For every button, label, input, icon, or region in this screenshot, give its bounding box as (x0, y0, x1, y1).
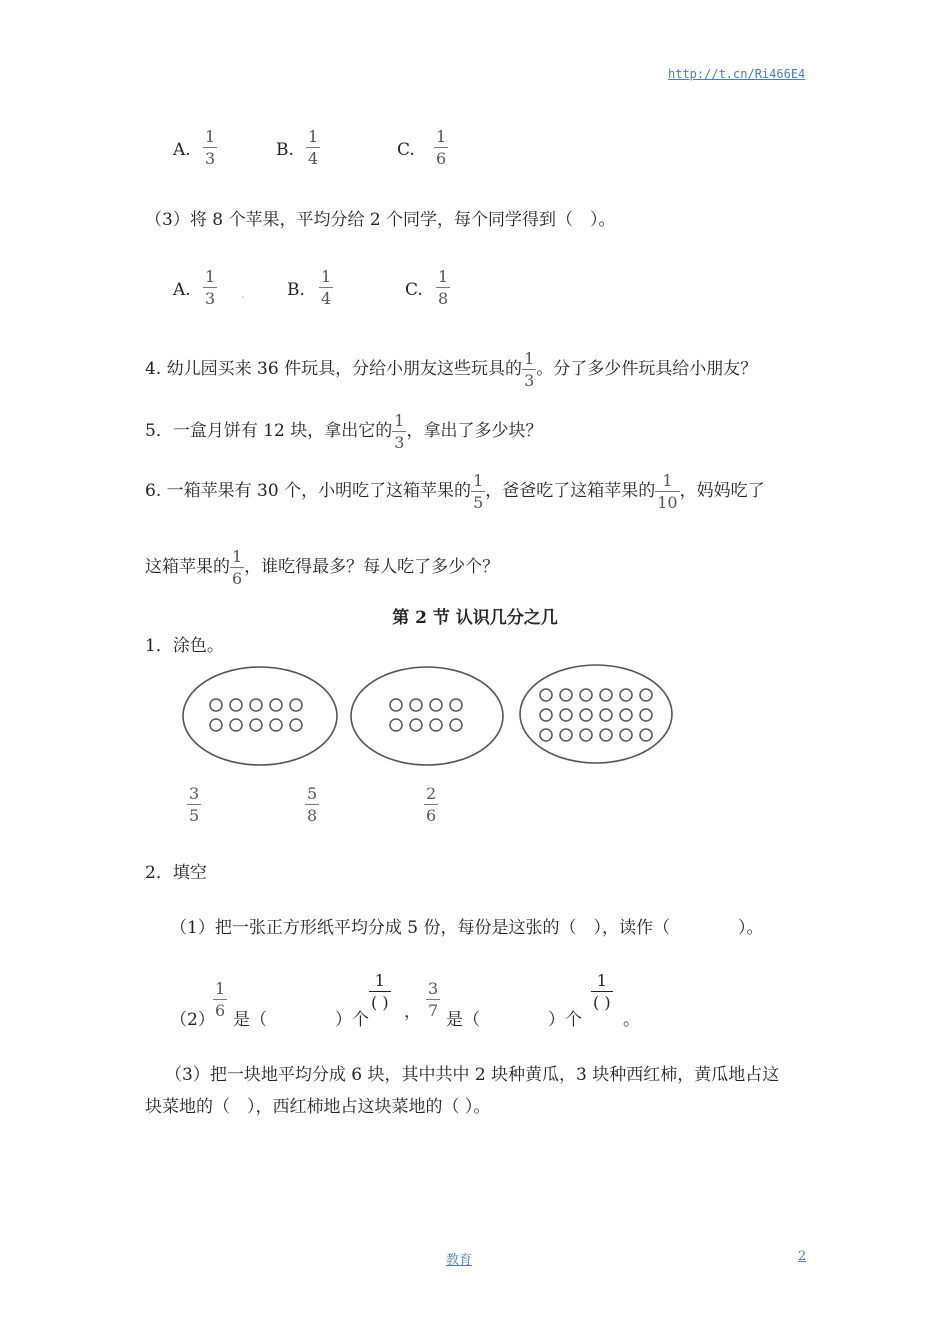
circle (620, 689, 632, 701)
circle (210, 699, 222, 711)
exercise-1-title: 1．涂色。 (145, 636, 224, 656)
circle (540, 689, 552, 701)
question-6-line-2 (145, 548, 499, 587)
circle (230, 699, 242, 711)
circle (390, 719, 402, 731)
page-number: 2 (798, 1249, 807, 1264)
option-b-label: B. (287, 280, 305, 300)
question-4-before: 4. 幼儿园买来 36 件玩具，分给小朋友这些玩具的 (145, 359, 523, 379)
item-2-is-1: 是（ ）个 (233, 1010, 369, 1030)
item-2-unit-fraction-1: 1 ( ) (371, 971, 389, 1012)
item-2-unit-fraction-2: 1 ( ) (593, 971, 611, 1012)
question-5-fraction: $\frac{1}{3}$ (394, 411, 405, 452)
question-6-line-2-before: 这箱苹果的 (145, 557, 230, 577)
question-6-fraction-3: $\frac{1}{6}$ (232, 547, 243, 588)
oval-group-2 (351, 667, 503, 765)
item-2-is-2: 是（ ）个 (446, 1010, 582, 1030)
circle (410, 699, 422, 711)
circle (600, 709, 612, 721)
circle (600, 689, 612, 701)
circle (230, 719, 242, 731)
circle (290, 719, 302, 731)
circle (640, 709, 652, 721)
circle (640, 729, 652, 741)
question-6-line-2-after: ，谁吃得最多？每人吃了多少个？ (244, 557, 500, 577)
fill-blank-item-3-line-1: （3）把一块地平均分成 6 块，其中共中 2 块种黄瓜，3 块种西红柿，黄瓜地占这 (165, 1065, 780, 1085)
oval-2 (351, 667, 503, 765)
question-6-fraction-2: $\frac{1}{10}$ (657, 471, 678, 512)
item-2-fraction-1: 1 6 (215, 979, 226, 1020)
circle (580, 689, 592, 701)
section-title: 第 2 节 认识几分之几 (392, 608, 558, 628)
circle (290, 699, 302, 711)
exercise-2-title: 2．填空 (145, 863, 207, 883)
fill-blank-item-1: （1）把一张正方形纸平均分成 5 份，每份是这张的（ ），读作（ ）。 (170, 918, 764, 938)
coloring-fraction-1: 3 5 (189, 784, 200, 825)
oval-1 (183, 667, 337, 765)
oval-3 (520, 665, 672, 763)
option-c-label: C. (397, 140, 415, 160)
question-5 (145, 412, 542, 451)
fill-blank-item-3-line-2: 块菜地的（ ），西红柿地占这块菜地的（ ）。 (145, 1097, 491, 1117)
item-2-fraction-2: 3 7 (428, 979, 439, 1020)
q3-options (173, 268, 493, 318)
circle (560, 689, 572, 701)
question-3-text: （3）将 8 个苹果，平均分给 2 个同学，每个同学得到（ ）。 (145, 210, 616, 230)
circle (620, 729, 632, 741)
circle (270, 719, 282, 731)
circle (620, 709, 632, 721)
option-a-label: A. (173, 140, 191, 160)
option-c-fraction: 1 8 (438, 267, 449, 308)
option-a-label: A. (173, 280, 191, 300)
coloring-fraction-3: 2 6 (426, 784, 437, 825)
circle (270, 699, 282, 711)
circle (390, 699, 402, 711)
option-a-fraction: 1 3 (205, 127, 216, 168)
question-4-fraction: $\frac{1}{3}$ (524, 349, 535, 390)
circle (560, 709, 572, 721)
option-b-fraction: 1 4 (321, 267, 332, 308)
coloring-fraction-2: 5 8 (307, 784, 318, 825)
option-b-fraction: 1 4 (308, 127, 319, 168)
option-c-fraction: 1 6 (436, 127, 447, 168)
circle (540, 709, 552, 721)
question-6-part-3: ，妈妈吃了 (679, 481, 765, 501)
question-6-line-1 (145, 472, 765, 511)
option-c-label: C. (405, 280, 423, 300)
question-4 (145, 350, 757, 389)
oval-group-3 (520, 665, 672, 763)
circle (250, 699, 262, 711)
footer-link[interactable]: 教育 (446, 1253, 473, 1268)
question-5-before: 5．一盒月饼有 12 块，拿出它的 (145, 421, 393, 441)
circle (250, 719, 262, 731)
circle (580, 729, 592, 741)
item-2-end: 。 (623, 1010, 640, 1030)
circle (600, 729, 612, 741)
circle (450, 719, 462, 731)
oval-group-1 (183, 667, 337, 765)
circle (430, 719, 442, 731)
item-2-comma: ， (404, 1002, 421, 1022)
circle (450, 699, 462, 711)
header-url-link[interactable]: http://t.cn/Ri466E4 (668, 67, 806, 81)
circle (210, 719, 222, 731)
question-6-part-1: 6. 一箱苹果有 30 个，小明吃了这箱苹果的 (145, 481, 472, 501)
circle (560, 729, 572, 741)
question-6-fraction-1: $\frac{1}{5}$ (473, 471, 484, 512)
option-b-label: B. (276, 140, 294, 160)
decorative-dot: . (241, 287, 245, 301)
question-5-after: ，拿出了多少块？ (406, 421, 543, 441)
question-6-part-2: ，爸爸吃了这箱苹果的 (485, 481, 656, 501)
item-2-label: （2） (170, 1010, 215, 1030)
option-a-fraction: 1 3 (205, 267, 216, 308)
circle (640, 689, 652, 701)
circle (410, 719, 422, 731)
circle (580, 709, 592, 721)
circle (540, 729, 552, 741)
fill-blank-item-2 (170, 972, 690, 1032)
q2-options (173, 128, 473, 178)
coloring-ovals-figure (180, 664, 680, 774)
question-4-after: 。分了多少件玩具给小朋友？ (536, 359, 758, 379)
circle (430, 699, 442, 711)
